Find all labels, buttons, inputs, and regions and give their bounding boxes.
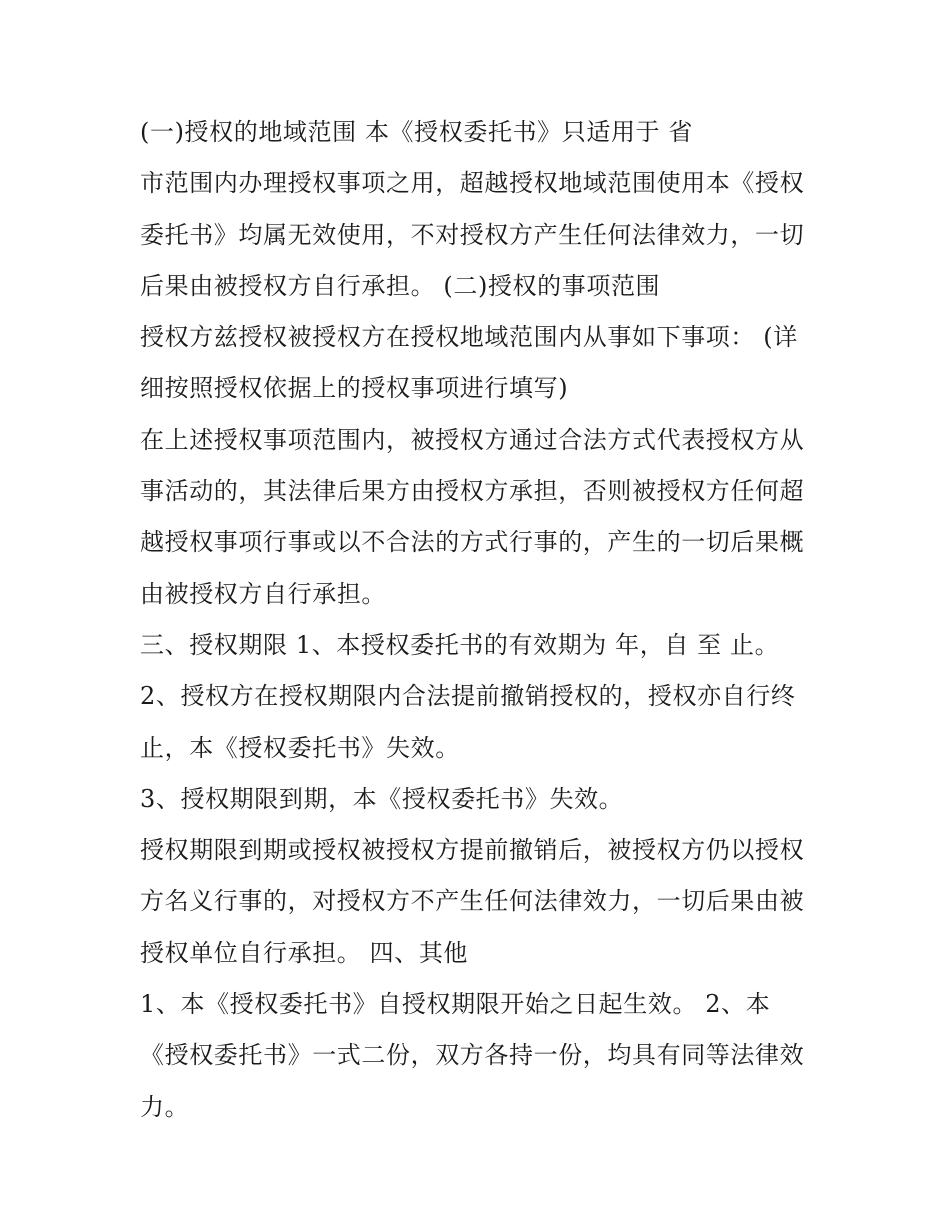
text-line: 越授权事项行事或以不合法的方式行事的，产生的一切后果概 (140, 528, 805, 557)
text-line: 2、授权方在授权期限内合法提前撤销授权的，授权亦自行终 (140, 682, 796, 711)
text-line: (一)授权的地域范围 本《授权委托书》只适用于 省 (140, 118, 693, 146)
text-line: 细按照授权依据上的授权事项进行填写) (140, 374, 569, 403)
text-line: 1、本《授权委托书》自授权期限开始之日起生效。 2、本 (140, 990, 771, 1019)
text-line: 委托书》均属无效使用，不对授权方产生任何法律效力，一切 (140, 220, 805, 249)
text-line: 授权单位自行承担。 四、其他 (140, 938, 469, 967)
text-line: 方名义行事的，对授权方不产生任何法律效力，一切后果由被 (140, 887, 805, 916)
document-body (140, 112, 830, 1138)
text-line: 止，本《授权委托书》失效。 (140, 733, 460, 762)
text-line: 在上述授权事项范围内，被授权方通过合法方式代表授权方从 (140, 425, 805, 454)
text-line: 由被授权方自行承担。 (140, 579, 386, 608)
text-line: 市范围内办理授权事项之用，超越授权地域范围使用本《授权 (140, 169, 805, 198)
text-line: 后果由被授权方自行承担。 (二)授权的事项范围 (140, 271, 661, 300)
text-line: 事活动的，其法律后果方由授权方承担，否则被授权方任何超 (140, 477, 805, 506)
text-line: 《授权委托书》一式二份，双方各持一份，均具有同等法律效 (140, 1041, 805, 1070)
text-line: 力。 (140, 1092, 190, 1121)
text-line: 授权方兹授权被授权方在授权地域范围内从事如下事项： (详 (140, 323, 798, 352)
text-line: 授权期限到期或授权被授权方提前撤销后，被授权方仍以授权 (140, 836, 805, 865)
text-line: 三、授权期限 1、本授权委托书的有效期为 年，自 至 止。 (140, 630, 780, 659)
text-line: 3、授权期限到期，本《授权委托书》失效。 (140, 784, 624, 813)
